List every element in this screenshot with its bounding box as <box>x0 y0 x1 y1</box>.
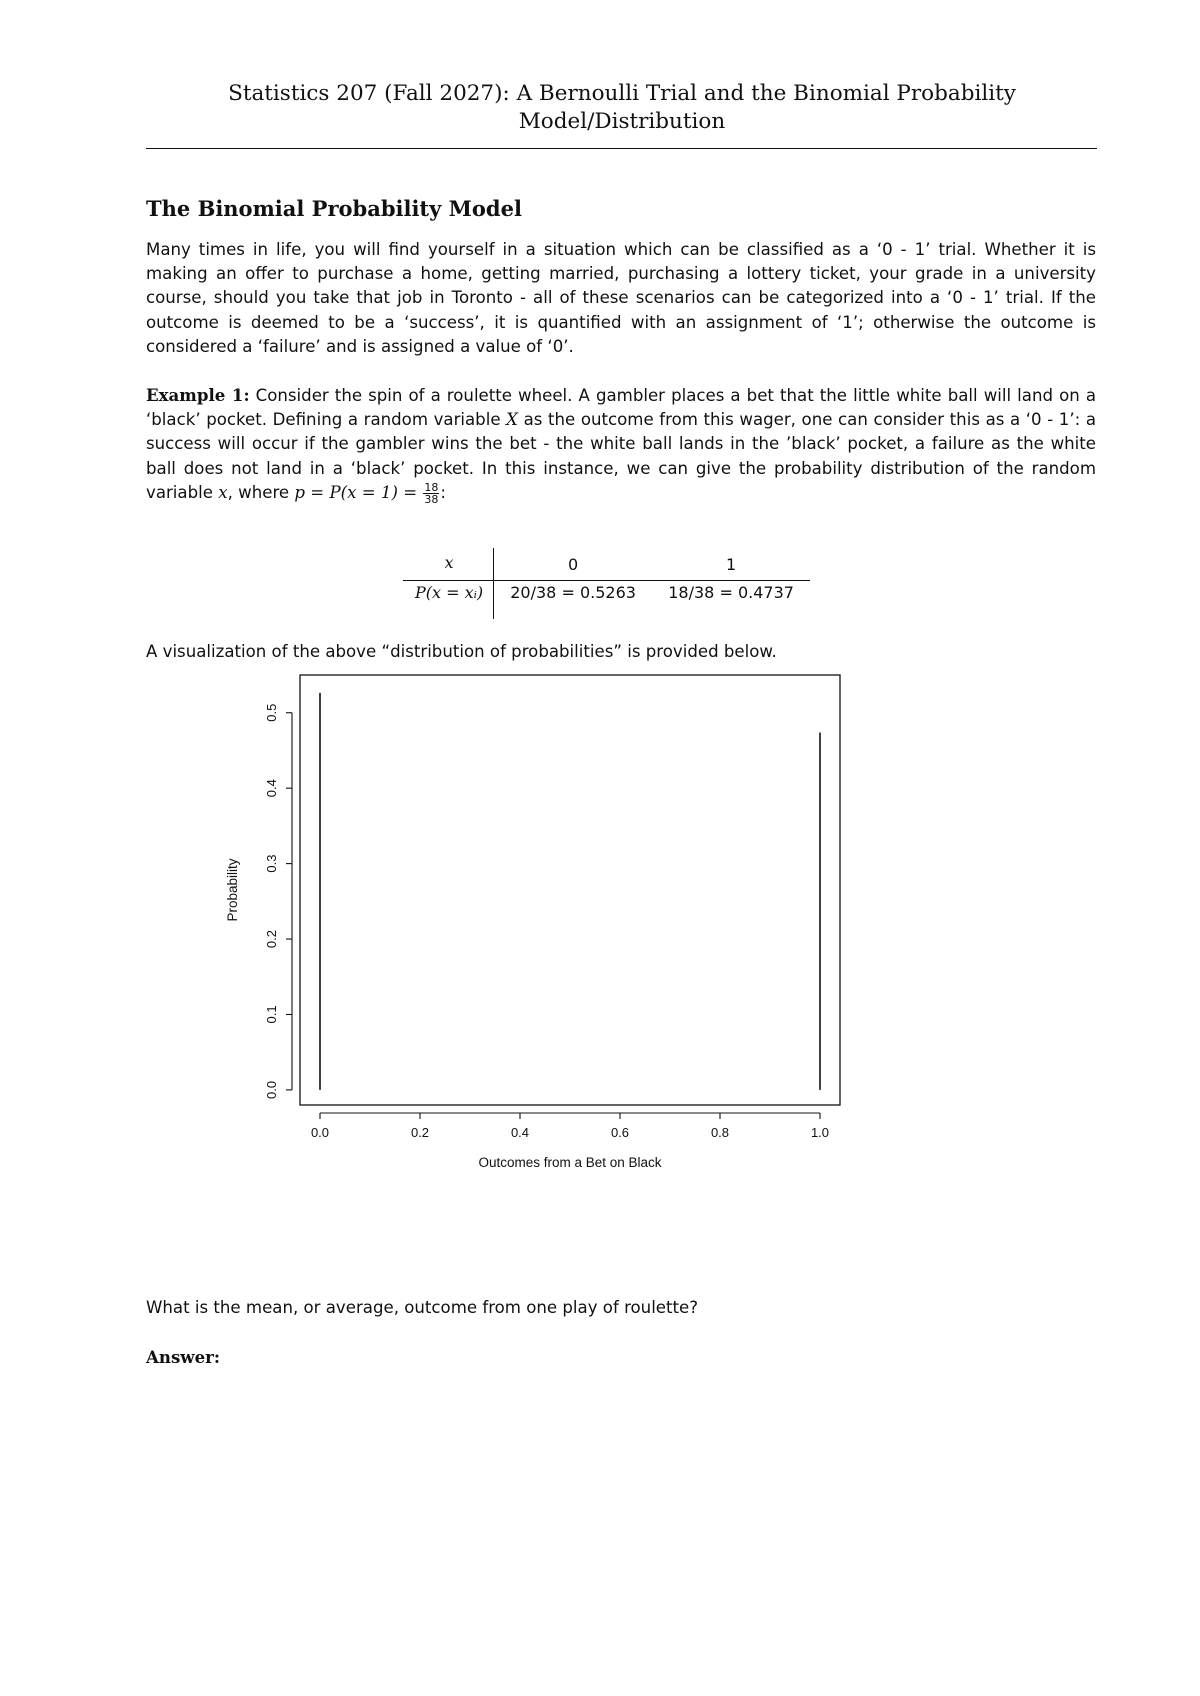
visualization-intro: A visualization of the above “distribution of probabilities” is provided below. <box>146 642 777 661</box>
chart-bars <box>320 693 820 1090</box>
title-line-1: Statistics 207 (Fall 2027): A Bernoulli Trial and the Binomial Probability <box>228 81 1016 106</box>
probability-chart <box>200 660 860 1180</box>
x-axis-label: Outcomes from a Bet on Black <box>478 1155 662 1170</box>
example-text-end: : <box>440 482 447 502</box>
section-heading: The Binomial Probability Model <box>146 196 522 221</box>
table-cell: 1 <box>726 554 737 574</box>
table-cell: 0 <box>568 554 579 574</box>
x-axis <box>311 1113 829 1140</box>
table-row-values <box>403 548 810 581</box>
y-tick-label: 0.4 <box>264 779 279 798</box>
x-tick-label: 0.2 <box>410 1125 430 1140</box>
x-tick-label: 0.6 <box>610 1125 630 1140</box>
example-text-a: Consider the spin of a roulette wheel. A gambler places a bet that the little white ball will land on a ‘black’ pocket. Defining a random variable <box>146 386 1096 430</box>
document-title <box>148 80 1096 136</box>
y-tick-label: 0.3 <box>264 854 279 873</box>
example-var-x: x <box>218 482 228 502</box>
fraction-numerator: 18 <box>424 480 439 494</box>
example-label: Example 1: <box>146 385 250 405</box>
plot-frame <box>300 675 840 1105</box>
example-var-X: X <box>506 410 518 430</box>
example-text-c: , where <box>227 482 290 502</box>
probability-expression: p = P(x = 1) = <box>294 482 418 502</box>
x-tick-label: 1.0 <box>810 1125 830 1140</box>
example-text-b: as the outcome from this wager, one can consider this as a ‘0 - 1’: a success will occur if the gambler wins the bet - the white ball lands in the ’black’ pocket, a failure as the white ball does not land in a ‘black’ pocket. In this instance, we can give the probability distribution of the random variable <box>146 410 1096 502</box>
y-tick-label: 0.0 <box>264 1080 279 1099</box>
answer-label: Answer: <box>146 1347 220 1367</box>
probability-fraction <box>423 482 439 505</box>
x-tick-label: 0.8 <box>710 1125 730 1140</box>
table-label-x: x <box>403 548 494 581</box>
distribution-table <box>403 548 810 619</box>
table-cell: 20/38 = 0.5263 <box>494 581 653 620</box>
y-tick-label: 0.5 <box>264 703 279 722</box>
table-cell: 18/38 = 0.4737 <box>652 581 810 620</box>
table-row-probabilities <box>403 581 810 620</box>
y-tick-label: 0.1 <box>264 1005 279 1024</box>
title-line-2: Model/Distribution <box>518 109 726 134</box>
title-divider <box>146 148 1097 149</box>
question-text: What is the mean, or average, outcome from one play of roulette? <box>146 1298 699 1317</box>
example-paragraph <box>146 383 1096 505</box>
table-label-probability: P(x = xᵢ) <box>403 581 494 620</box>
y-axis-label: Probability <box>225 858 240 922</box>
x-tick-label: 0.0 <box>310 1125 330 1140</box>
y-axis <box>264 704 292 1099</box>
x-tick-label: 0.4 <box>510 1125 530 1140</box>
fraction-denominator: 38 <box>424 492 439 506</box>
intro-paragraph: Many times in life, you will find yourself in a situation which can be classified as a ‘0 - 1’ trial. Whether it is making an offer to purchase a home, getting married, purchasing a lottery ticket, your grade in a university course, should you take that job in Toronto - all of these scenarios can be categorized into a ‘0 - 1’ trial. If the outcome is deemed to be a ‘success’, it is quantified with an assignment of ‘1’; otherwise the outcome is considered a ‘failure’ and is assigned a value of ‘0’. <box>146 240 1096 356</box>
y-tick-label: 0.2 <box>264 929 279 949</box>
